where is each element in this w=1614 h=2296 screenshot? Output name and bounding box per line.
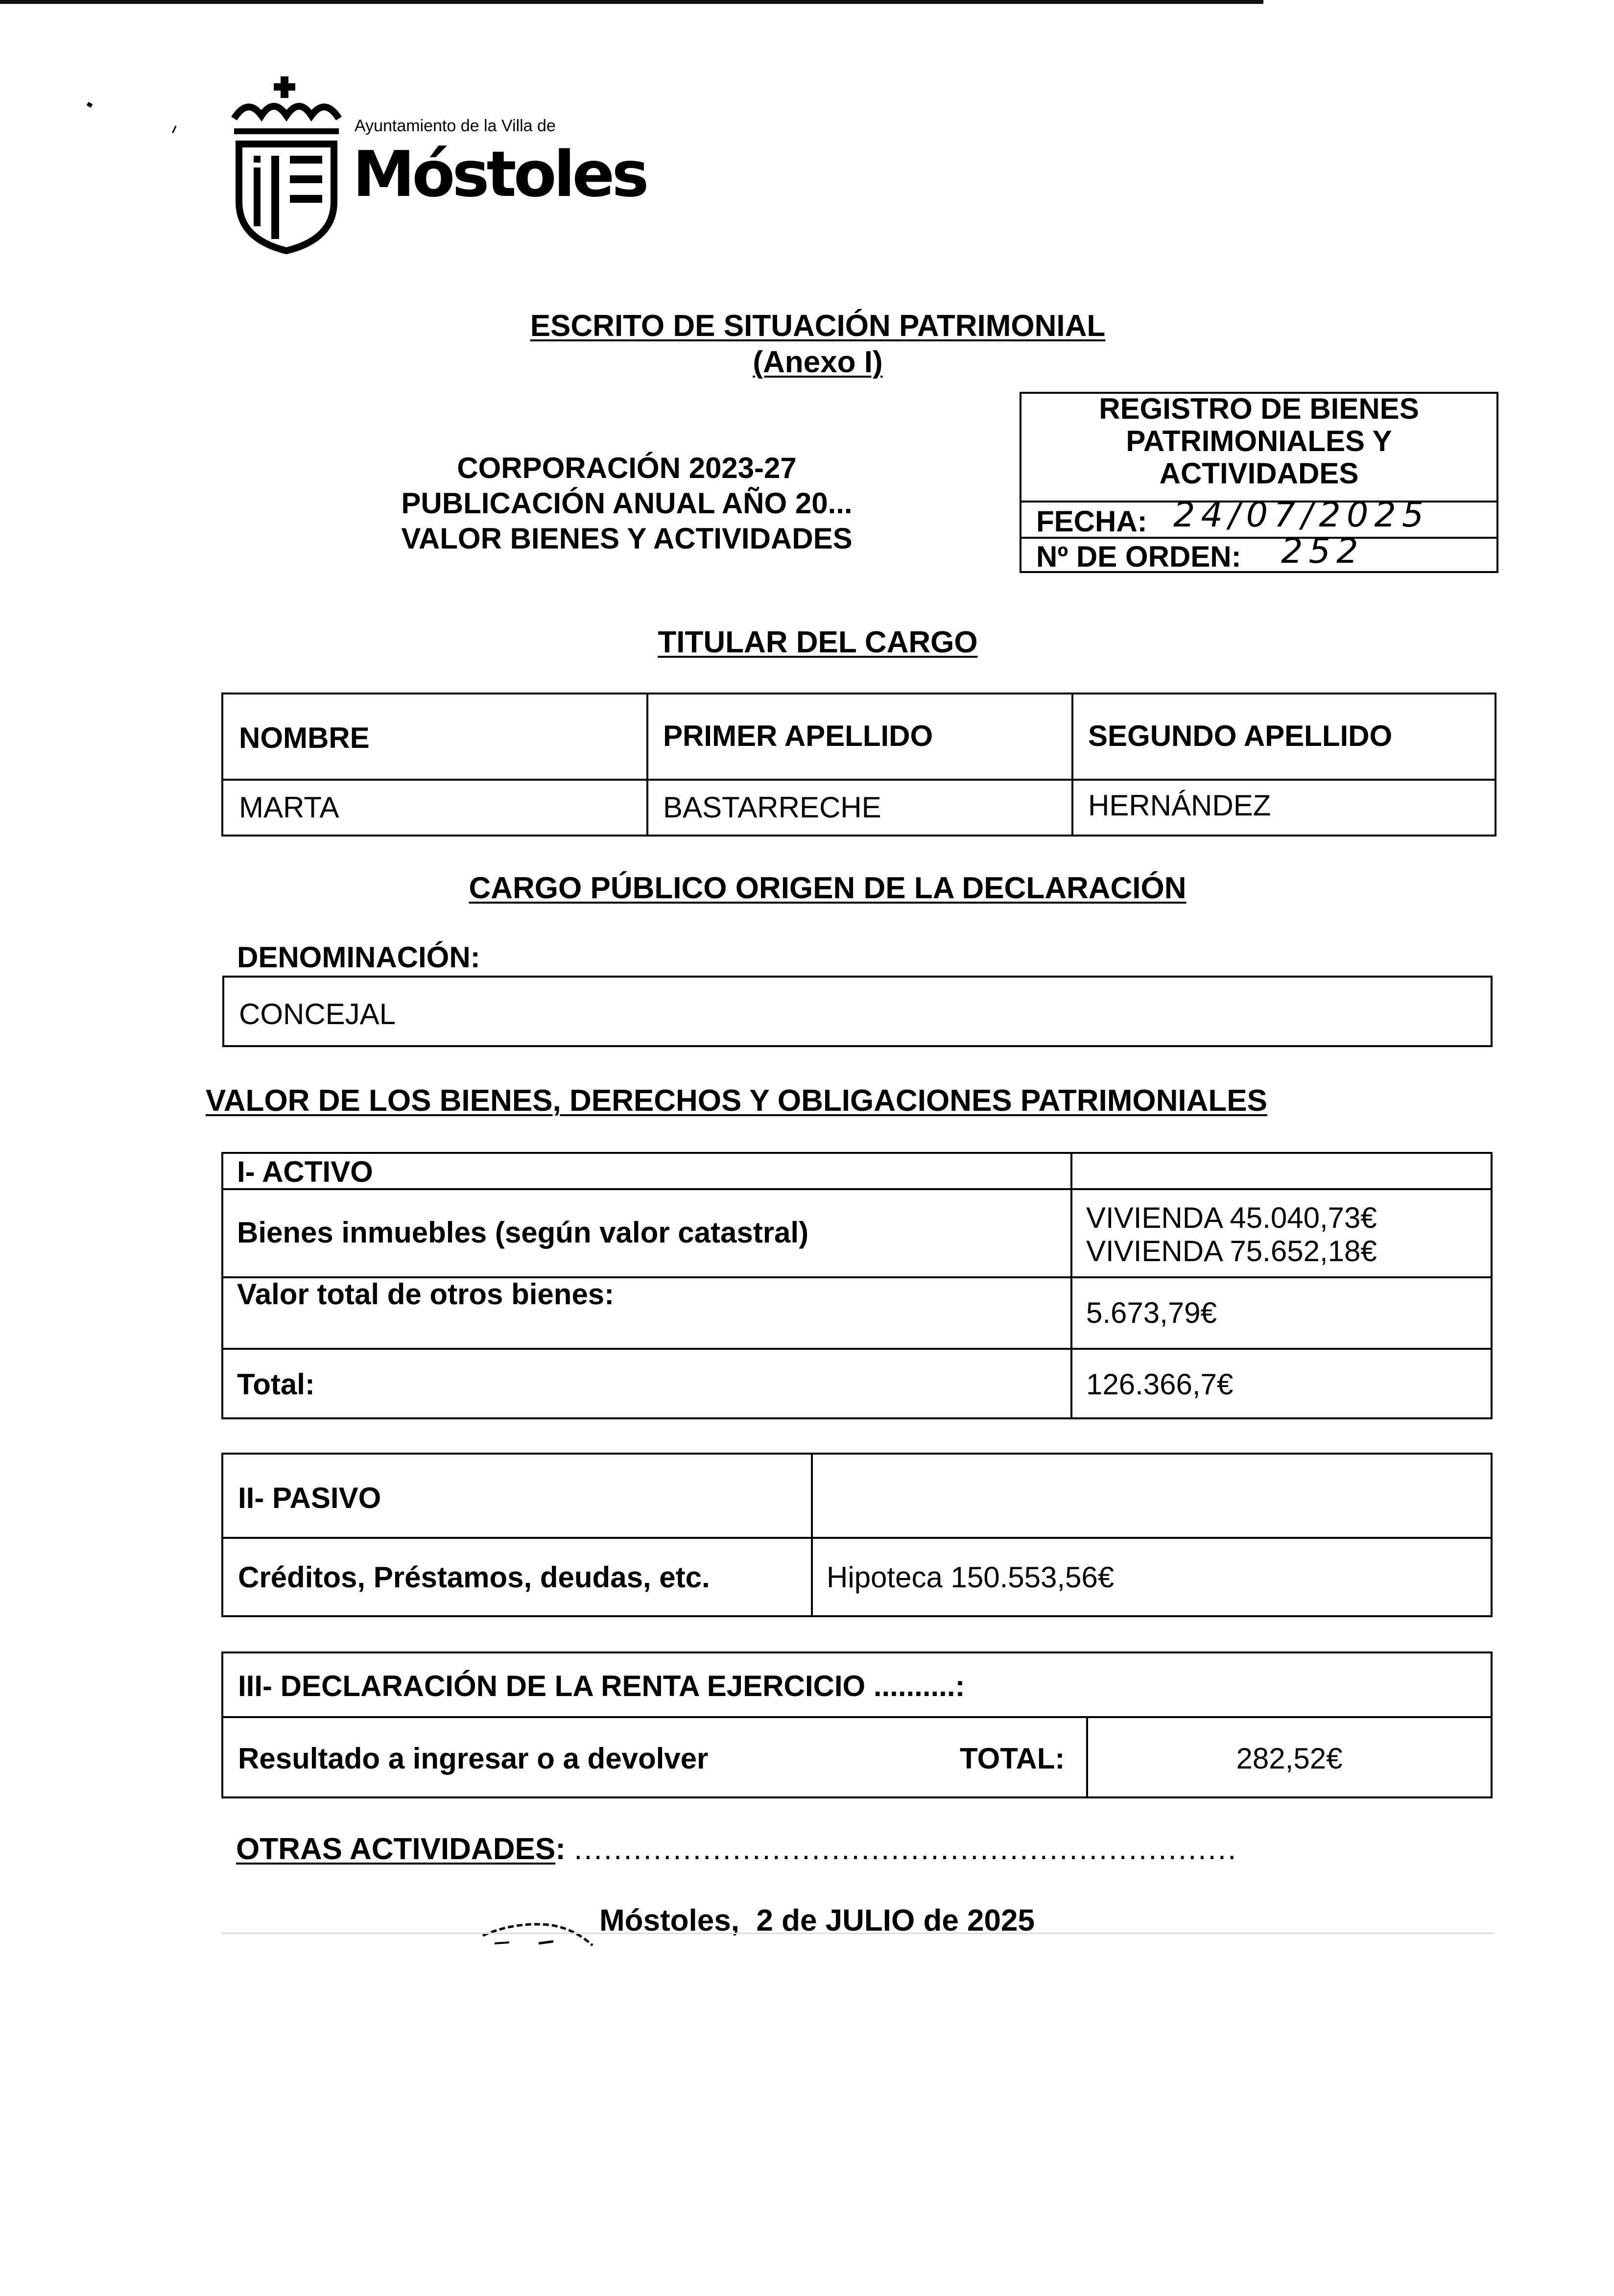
corporation-line: CORPORACIÓN 2023-27 bbox=[457, 452, 797, 484]
credits-label: Créditos, Préstamos, deudas, etc. bbox=[238, 1561, 710, 1594]
table-col-divider bbox=[1071, 694, 1073, 835]
table-col-divider bbox=[1070, 1154, 1072, 1417]
renta-result-label: Resultado a ingresar o a devolver bbox=[238, 1742, 709, 1775]
coat-of-arms-icon bbox=[230, 73, 343, 255]
col-header-name: NOMBRE bbox=[239, 721, 370, 754]
position-value: CONCEJAL bbox=[239, 998, 396, 1030]
registry-box bbox=[1020, 392, 1498, 573]
holder-surname1: BASTARRECHE bbox=[663, 791, 881, 824]
assets-heading: VALOR DE LOS BIENES, DERECHOS Y OBLIGACIONES PATRIMONIALES bbox=[206, 1084, 1267, 1118]
other-activities-colon: : bbox=[555, 1832, 566, 1866]
real-estate-value: VIVIENDA 75.652,18€ bbox=[1086, 1235, 1377, 1268]
table-row-divider bbox=[223, 779, 1495, 781]
corporation-block bbox=[362, 451, 891, 556]
table-col-divider bbox=[646, 694, 648, 835]
renta-total-label: TOTAL: bbox=[960, 1742, 1065, 1775]
activo-total-label: Total: bbox=[237, 1368, 315, 1401]
col-header-surname2: SEGUNDO APELLIDO bbox=[1088, 719, 1393, 752]
table-row-divider bbox=[223, 1188, 1491, 1190]
document-title: ESCRITO DE SITUACIÓN PATRIMONIAL bbox=[530, 309, 1106, 343]
holder-surname2: HERNÁNDEZ bbox=[1088, 789, 1271, 822]
activo-total-value: 126.366,7€ bbox=[1086, 1368, 1234, 1401]
activo-table bbox=[221, 1152, 1493, 1419]
registry-line: ACTIVIDADES bbox=[1159, 457, 1359, 490]
col-header-surname1: PRIMER APELLIDO bbox=[663, 719, 933, 752]
municipality-logo bbox=[230, 73, 343, 255]
activo-title: I- ACTIVO bbox=[237, 1155, 373, 1188]
divider bbox=[1021, 537, 1496, 539]
scan-mark bbox=[172, 125, 180, 135]
table-row-divider bbox=[223, 1348, 1491, 1350]
pasivo-table bbox=[221, 1453, 1493, 1617]
scan-mark bbox=[87, 102, 93, 108]
other-activities-dots: ................................................................... bbox=[574, 1832, 1238, 1866]
registry-date-label: FECHA: bbox=[1036, 505, 1147, 538]
scan-top-edge bbox=[0, 0, 1263, 4]
municipality-prefix: Ayuntamiento de la Villa de bbox=[355, 117, 556, 135]
table-row-divider bbox=[223, 1716, 1491, 1718]
registry-date-value: 24/07/2025 bbox=[1173, 495, 1430, 535]
other-assets-value: 5.673,79€ bbox=[1086, 1296, 1217, 1329]
registry-order-value: 252 bbox=[1281, 531, 1364, 571]
holder-name: MARTA bbox=[239, 791, 339, 824]
footer-rule bbox=[221, 1933, 1495, 1934]
renta-total-value: 282,52€ bbox=[1236, 1742, 1343, 1775]
table-row-divider bbox=[223, 1537, 1491, 1539]
table-col-divider bbox=[811, 1455, 813, 1615]
other-assets-label: Valor total de otros bienes: bbox=[237, 1278, 615, 1311]
position-heading: CARGO PÚBLICO ORIGEN DE LA DECLARACIÓN bbox=[469, 871, 1187, 905]
other-activities-line bbox=[236, 1832, 1237, 1866]
registry-order-label: Nº DE ORDEN: bbox=[1036, 540, 1241, 573]
real-estate-value: VIVIENDA 45.040,73€ bbox=[1086, 1201, 1377, 1234]
value-line: VALOR BIENES Y ACTIVIDADES bbox=[401, 522, 853, 555]
registry-line: PATRIMONIALES Y bbox=[1126, 425, 1392, 457]
position-label: DENOMINACIÓN: bbox=[237, 941, 480, 974]
publication-line: PUBLICACIÓN ANUAL AÑO 20... bbox=[401, 487, 853, 520]
other-activities-label: OTRAS ACTIVIDADES bbox=[236, 1832, 556, 1866]
municipality-name: Móstoles bbox=[353, 138, 646, 211]
registry-title bbox=[1021, 393, 1496, 490]
registry-line: REGISTRO DE BIENES bbox=[1099, 392, 1419, 425]
pasivo-title: II- PASIVO bbox=[238, 1482, 381, 1514]
credits-value: Hipoteca 150.553,56€ bbox=[827, 1561, 1115, 1594]
holder-heading: TITULAR DEL CARGO bbox=[658, 625, 978, 659]
renta-table bbox=[221, 1651, 1493, 1798]
document-subtitle: (Anexo I) bbox=[753, 345, 883, 379]
holder-table bbox=[221, 693, 1496, 837]
real-estate-label: Bienes inmuebles (según valor catastral) bbox=[237, 1216, 809, 1249]
place-date: Móstoles, 2 de JULIO de 2025 bbox=[599, 1904, 1035, 1937]
position-box bbox=[222, 976, 1493, 1047]
renta-title: III- DECLARACIÓN DE LA RENTA EJERCICIO ..........: bbox=[238, 1670, 965, 1702]
